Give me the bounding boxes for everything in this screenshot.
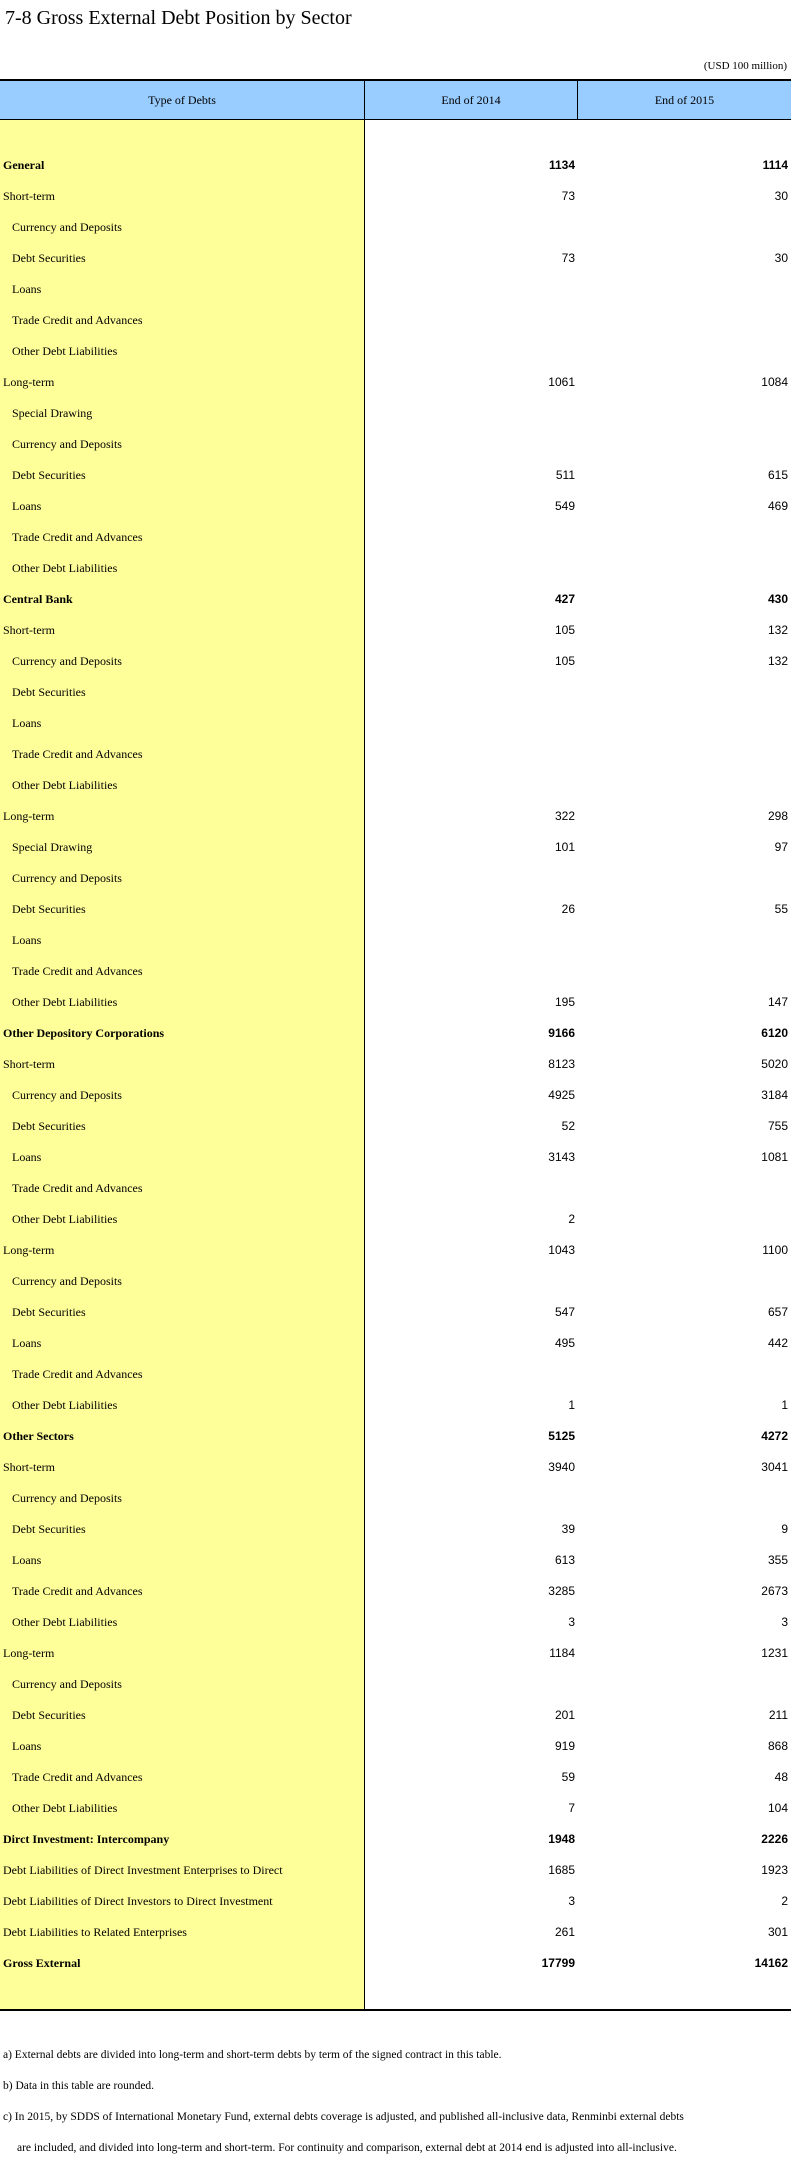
- value-2015: 442: [767, 1336, 788, 1350]
- table-row: [0, 491, 791, 522]
- value-2015: 97: [774, 840, 788, 854]
- value-2015: 3184: [761, 1088, 788, 1102]
- value-2014: 201: [554, 1708, 575, 1722]
- value-2015: 14162: [754, 1956, 788, 1970]
- value-2015: 30: [774, 251, 788, 265]
- table-row: [0, 801, 791, 832]
- row-label: Debt Securities: [12, 1708, 86, 1722]
- table-row: [0, 863, 791, 894]
- value-2014: 39: [561, 1522, 575, 1536]
- table-row: [0, 1235, 791, 1266]
- value-2014: 17799: [541, 1956, 575, 1970]
- row-label: Debt Securities: [12, 251, 86, 265]
- row-label: Other Sectors: [3, 1429, 74, 1443]
- value-2014: 511: [555, 468, 575, 482]
- row-label: Currency and Deposits: [12, 1088, 122, 1102]
- table-row: [0, 429, 791, 460]
- value-2014: 1: [568, 1398, 575, 1412]
- row-label: Currency and Deposits: [12, 437, 122, 451]
- footnote-c-continued: are included, and divided into long-term and short-term. For continuity and comparison, external debt at 2014 end is adjusted into all-inclusive.: [17, 2142, 677, 2154]
- table-row: [0, 1669, 791, 1700]
- value-2015: 48: [774, 1770, 788, 1784]
- value-2015: 1231: [761, 1646, 788, 1660]
- value-2014: 8123: [548, 1057, 575, 1071]
- row-label: Short-term: [3, 623, 55, 637]
- table-row: [0, 150, 791, 181]
- footnote-a: a) External debts are divided into long-term and short-term debts by term of the signed contract in this table.: [3, 2049, 502, 2061]
- footnotes: [3, 2040, 788, 2164]
- row-label: Trade Credit and Advances: [12, 747, 143, 761]
- table-row: [0, 1266, 791, 1297]
- table-row: [0, 1111, 791, 1142]
- table-row: [0, 1576, 791, 1607]
- value-2014: 101: [554, 840, 575, 854]
- row-label: Other Debt Liabilities: [12, 1801, 118, 1815]
- value-2014: 549: [554, 499, 575, 513]
- row-label: Other Debt Liabilities: [12, 561, 118, 575]
- row-label: Trade Credit and Advances: [12, 1367, 143, 1381]
- table-row: [0, 1762, 791, 1793]
- value-2014: 105: [554, 623, 575, 637]
- row-label: Debt Securities: [12, 902, 86, 916]
- row-label: Other Debt Liabilities: [12, 1398, 118, 1412]
- row-label: Special Drawing: [12, 840, 93, 854]
- row-label: Other Debt Liabilities: [12, 995, 118, 1009]
- row-label: Trade Credit and Advances: [12, 1584, 143, 1598]
- value-2015: 3041: [761, 1460, 788, 1474]
- value-2014: 3143: [548, 1150, 575, 1164]
- table-row: [0, 1483, 791, 1514]
- row-label: Trade Credit and Advances: [12, 313, 143, 327]
- value-2015: 755: [767, 1119, 788, 1133]
- row-label: Loans: [12, 1553, 42, 1567]
- table-row: [0, 894, 791, 925]
- table-row: [0, 522, 791, 553]
- row-label: Other Debt Liabilities: [12, 1212, 118, 1226]
- header-end-of-2014: End of 2014: [441, 93, 501, 107]
- value-2015: 3: [781, 1615, 788, 1629]
- row-label: Loans: [12, 499, 42, 513]
- table-row: [0, 274, 791, 305]
- row-label: Loans: [12, 933, 42, 947]
- value-2014: 2: [568, 1212, 575, 1226]
- row-label: Debt Securities: [12, 1522, 86, 1536]
- row-label: Debt Securities: [12, 1305, 86, 1319]
- value-2015: 1923: [761, 1863, 788, 1877]
- value-2015: 2673: [761, 1584, 788, 1598]
- header-divider: [577, 79, 578, 120]
- table-row: [0, 1452, 791, 1483]
- value-2015: 430: [767, 592, 788, 606]
- value-2014: 4925: [548, 1088, 575, 1102]
- value-2015: 9: [781, 1522, 788, 1536]
- value-2015: 355: [767, 1553, 788, 1567]
- row-label: Short-term: [3, 1057, 55, 1071]
- table-row: [0, 1421, 791, 1452]
- table-row: [0, 553, 791, 584]
- table-row: [0, 739, 791, 770]
- table-row: [0, 584, 791, 615]
- row-label: Long-term: [3, 375, 55, 389]
- value-2014: 1043: [548, 1243, 575, 1257]
- row-label: Currency and Deposits: [12, 871, 122, 885]
- row-label: Other Depository Corporations: [3, 1026, 165, 1040]
- row-label: Special Drawing: [12, 406, 93, 420]
- table-row: [0, 925, 791, 956]
- header-end-of-2015: End of 2015: [654, 93, 715, 107]
- table-row: [0, 1049, 791, 1080]
- table-row: [0, 367, 791, 398]
- table-row: [0, 1018, 791, 1049]
- table-row: [0, 615, 791, 646]
- value-2014: 3: [568, 1615, 575, 1629]
- table-row: [0, 305, 791, 336]
- table-row: [0, 1545, 791, 1576]
- value-2014: 3285: [548, 1584, 575, 1598]
- row-label: Currency and Deposits: [12, 654, 122, 668]
- value-2015: 1081: [761, 1150, 788, 1164]
- table-row: [0, 832, 791, 863]
- row-label: Debt Liabilities of Direct Investment Enterprises to Direct: [3, 1863, 283, 1877]
- row-label: Trade Credit and Advances: [12, 964, 143, 978]
- table-row: [0, 1297, 791, 1328]
- table-row: [0, 1886, 791, 1917]
- row-label: Short-term: [3, 1460, 55, 1474]
- value-2014: 919: [554, 1739, 575, 1753]
- value-2015: 5020: [761, 1057, 788, 1071]
- value-2015: 30: [774, 189, 788, 203]
- row-label: Long-term: [3, 1646, 55, 1660]
- row-label: Gross External: [3, 1956, 81, 1970]
- row-label: Debt Securities: [12, 468, 86, 482]
- table-row: [0, 1142, 791, 1173]
- row-label: General: [3, 158, 45, 172]
- row-label: Currency and Deposits: [12, 1677, 122, 1691]
- table-row: [0, 1638, 791, 1669]
- table-row: [0, 677, 791, 708]
- row-label: Trade Credit and Advances: [12, 530, 143, 544]
- value-2014: 195: [554, 995, 575, 1009]
- value-2015: 104: [767, 1801, 788, 1815]
- row-label: Currency and Deposits: [12, 220, 122, 234]
- table-row: [0, 1359, 791, 1390]
- value-2015: 6120: [761, 1026, 788, 1040]
- table-row: [0, 1731, 791, 1762]
- value-2015: 615: [767, 468, 788, 482]
- row-label: Loans: [12, 1150, 42, 1164]
- value-2015: 301: [767, 1925, 788, 1939]
- debt-table: [0, 79, 791, 2010]
- page-title: 7-8 Gross External Debt Position by Sector: [5, 7, 352, 29]
- table-row: [0, 1824, 791, 1855]
- table-header: [0, 79, 791, 120]
- table-row: [0, 398, 791, 429]
- table-row: [0, 708, 791, 739]
- table-row: [0, 336, 791, 367]
- row-label: Trade Credit and Advances: [12, 1770, 143, 1784]
- row-label: Currency and Deposits: [12, 1274, 122, 1288]
- value-2014: 1948: [548, 1832, 575, 1846]
- value-2014: 613: [554, 1553, 575, 1567]
- value-2014: 52: [561, 1119, 575, 1133]
- row-label: Currency and Deposits: [12, 1491, 122, 1505]
- value-2015: 147: [767, 995, 788, 1009]
- row-label: Debt Securities: [12, 685, 86, 699]
- value-2015: 1114: [762, 158, 788, 172]
- row-label: Loans: [12, 1336, 42, 1350]
- value-2014: 7: [568, 1801, 575, 1815]
- table-row: [0, 1514, 791, 1545]
- value-2014: 5125: [548, 1429, 575, 1443]
- row-label: Loans: [12, 1739, 42, 1753]
- value-2014: 73: [561, 189, 575, 203]
- table-row: [0, 1948, 791, 1979]
- value-2014: 105: [554, 654, 575, 668]
- row-label: Other Debt Liabilities: [12, 1615, 118, 1629]
- table-row: [0, 460, 791, 491]
- row-label: Other Debt Liabilities: [12, 778, 118, 792]
- value-2015: 868: [767, 1739, 788, 1753]
- value-2015: 2226: [761, 1832, 788, 1846]
- value-2014: 9166: [548, 1026, 575, 1040]
- value-2015: 657: [767, 1305, 788, 1319]
- value-2014: 73: [561, 251, 575, 265]
- value-2014: 261: [554, 1925, 575, 1939]
- value-2014: 427: [554, 592, 575, 606]
- table-row: [0, 243, 791, 274]
- table-row: [0, 956, 791, 987]
- value-2014: 1061: [548, 375, 575, 389]
- table-row: [0, 1607, 791, 1638]
- value-2014: 547: [554, 1305, 575, 1319]
- value-2015: 2: [781, 1894, 788, 1908]
- value-2015: 132: [767, 654, 788, 668]
- value-2014: 1134: [548, 158, 575, 172]
- value-2014: 495: [554, 1336, 575, 1350]
- value-2015: 1084: [761, 375, 788, 389]
- value-2014: 59: [561, 1770, 575, 1784]
- value-2014: 3940: [548, 1460, 575, 1474]
- row-label: Loans: [12, 282, 42, 296]
- value-2015: 469: [767, 499, 788, 513]
- value-2014: 322: [554, 809, 575, 823]
- table-row: [0, 181, 791, 212]
- table-row: [0, 1793, 791, 1824]
- table-row: [0, 987, 791, 1018]
- table-row: [0, 212, 791, 243]
- row-label: Central Bank: [3, 592, 73, 606]
- row-label: Trade Credit and Advances: [12, 1181, 143, 1195]
- table-row: [0, 1917, 791, 1948]
- table-row: [0, 1390, 791, 1421]
- row-label: Dirct Investment: Intercompany: [3, 1832, 170, 1846]
- row-label: Loans: [12, 716, 42, 730]
- row-label: Debt Liabilities to Related Enterprises: [3, 1925, 187, 1939]
- table-bottom-rule: [0, 2009, 791, 2011]
- row-label: Long-term: [3, 1243, 55, 1257]
- table-row: [0, 1204, 791, 1235]
- table-row: [0, 1080, 791, 1111]
- value-2015: 1100: [762, 1243, 788, 1257]
- table-row: [0, 1328, 791, 1359]
- row-label: Debt Liabilities of Direct Investors to Direct Investment: [3, 1894, 273, 1908]
- table-row: [0, 1855, 791, 1886]
- row-label: Long-term: [3, 809, 55, 823]
- table-row: [0, 646, 791, 677]
- value-2015: 211: [768, 1708, 788, 1722]
- value-2014: 3: [568, 1894, 575, 1908]
- table-row: [0, 1173, 791, 1204]
- value-2014: 1685: [548, 1863, 575, 1877]
- value-2014: 26: [561, 902, 575, 916]
- row-label: Debt Securities: [12, 1119, 86, 1133]
- value-2015: 132: [767, 623, 788, 637]
- value-2015: 1: [781, 1398, 788, 1412]
- table-row: [0, 1700, 791, 1731]
- footnote-c: c) In 2015, by SDDS of International Monetary Fund, external debts coverage is adjusted, and published all-inclusive data, Renminbi external debts: [3, 2111, 684, 2123]
- row-label: Other Debt Liabilities: [12, 344, 118, 358]
- row-label: Short-term: [3, 189, 55, 203]
- footnote-b: b) Data in this table are rounded.: [3, 2080, 155, 2092]
- value-2014: 1184: [549, 1646, 575, 1660]
- value-2015: 4272: [761, 1429, 788, 1443]
- value-2015: 298: [767, 809, 788, 823]
- value-2015: 55: [774, 902, 788, 916]
- table-row: [0, 770, 791, 801]
- header-type-of-debts: Type of Debts: [148, 93, 216, 107]
- unit-note: (USD 100 million): [703, 60, 787, 72]
